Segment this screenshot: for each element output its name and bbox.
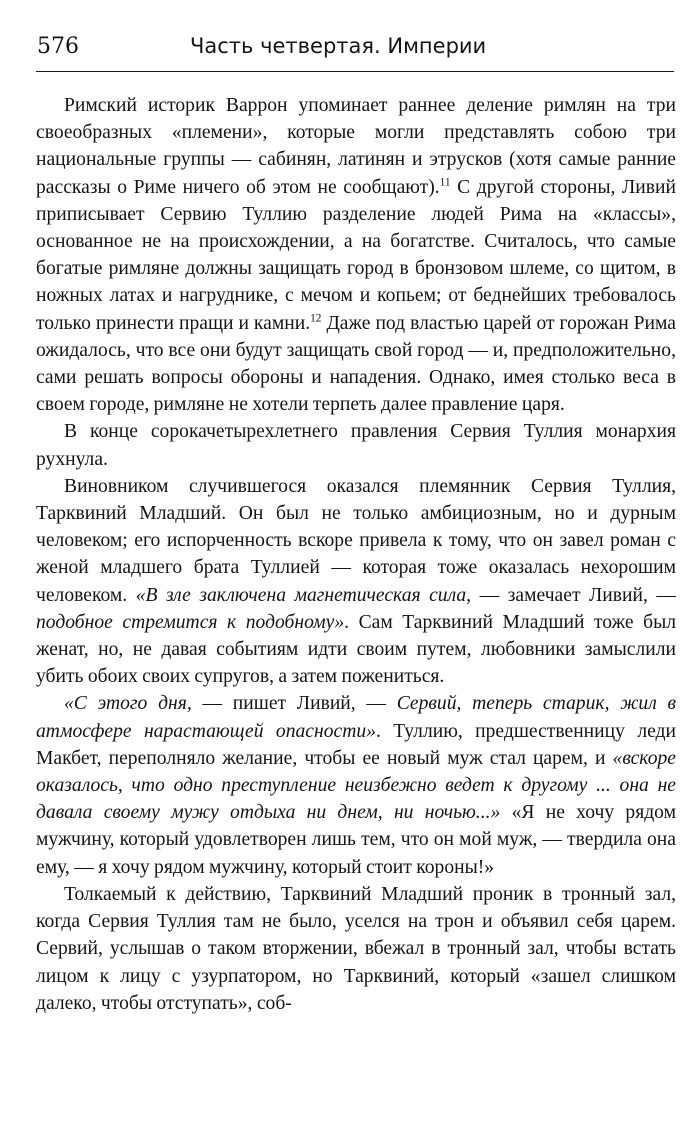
body-text	[36, 92, 676, 1017]
text-segment: С другой стороны, Ливий приписывает Сервию Туллию разделение людей Рима на «классы», основанное не на происхождении, а на богатстве. Считалось, что самые богатые римляне должны защищать город в бронзовом шлеме, со щитом, в ножных латах и нагруднике, с мечом и копьем; от беднейших требовалось только принести пращи и камни.	[36, 176, 676, 334]
text-segment: — пишет Ливий, —	[191, 693, 397, 715]
paragraph	[36, 690, 676, 880]
italic-quote: Сервий, теперь старик, жил в атмосфере нарастающей опасности»	[36, 693, 676, 742]
paragraph	[36, 418, 676, 472]
text-segment: . Туллию, предшественницу леди Макбет, переполняло желание, чтобы ее новый муж стал царем, и	[36, 720, 676, 769]
italic-quote: «С этого дня,	[64, 693, 192, 715]
italic-quote: «вскоре оказалось, что одно преступление неизбежно ведет к другому ... она не давала своему мужу отдыха ни днем, ни ночью...»	[36, 747, 676, 824]
text-segment: Виновником случившегося оказался племянник Сервия Туллия, Тарквиний Младший. Он был не только амбициозным, но и дурным человеком; его испорченность вскоре привела к тому, что он завел роман с женой младшего брата Туллией — которая тоже оказалась нехорошим человеком.	[36, 475, 676, 606]
footnote-ref: 11	[439, 176, 451, 189]
text-segment: «Я не хочу рядом мужчину, который удовлетворен лишь тем, что он мой муж, — твердила она ему, — я хочу рядом мужчину, который стоит короны!»	[36, 802, 677, 878]
text-segment: — замечает Ливий, —	[471, 584, 676, 606]
page-number: 576	[37, 34, 79, 59]
italic-quote: подобное стремится к подобному»	[36, 611, 345, 633]
text-segment: Римский историк Варрон упоминает раннее деление римлян на три своеобразных «племени», которые могли представлять собою три национальные группы — сабинян, латинян и этрусков (хотя самые ранние рассказы о Риме ничего об этом не сообщают).	[36, 95, 676, 198]
text-segment: Даже под властью царей от горожан Рима ожидалось, что все они будут защищать свой город — и, предположительно, сами решать вопросы обороны и нападения. Однако, имея столько веса в своем городе, римляне не хотели терпеть далее правление царя.	[36, 312, 676, 416]
text-segment: Толкаемый к действию, Тарквиний Младший проник в тронный зал, когда Сервия Туллия там не было, уселся на трон и объявил себя царем. Сервий, услышав о таком вторжении, вбежал в тронный зал, чтобы встать лицом к лицу с узурпатором, но Тарквиний, который «зашел слишком далеко, чтобы отступать», соб-	[36, 883, 676, 1014]
paragraph	[36, 881, 676, 1017]
footnote-ref: 12	[310, 312, 322, 325]
paragraph	[36, 473, 676, 691]
paragraph	[36, 92, 676, 418]
italic-quote: «В зле заключена магнетическая сила,	[135, 584, 472, 606]
text-segment: В конце сорокачетырехлетнего правления Сервия Туллия монархия рухнула.	[36, 421, 676, 470]
text-segment: . Сам Тарквиний Младший тоже был женат, но, не давая событиям идти своим путем, любовники замыслили убить обоих своих супругов, а затем пожениться.	[36, 611, 677, 688]
header-rule	[36, 71, 674, 72]
running-head-title: Часть четвертая. Империи	[190, 34, 487, 58]
